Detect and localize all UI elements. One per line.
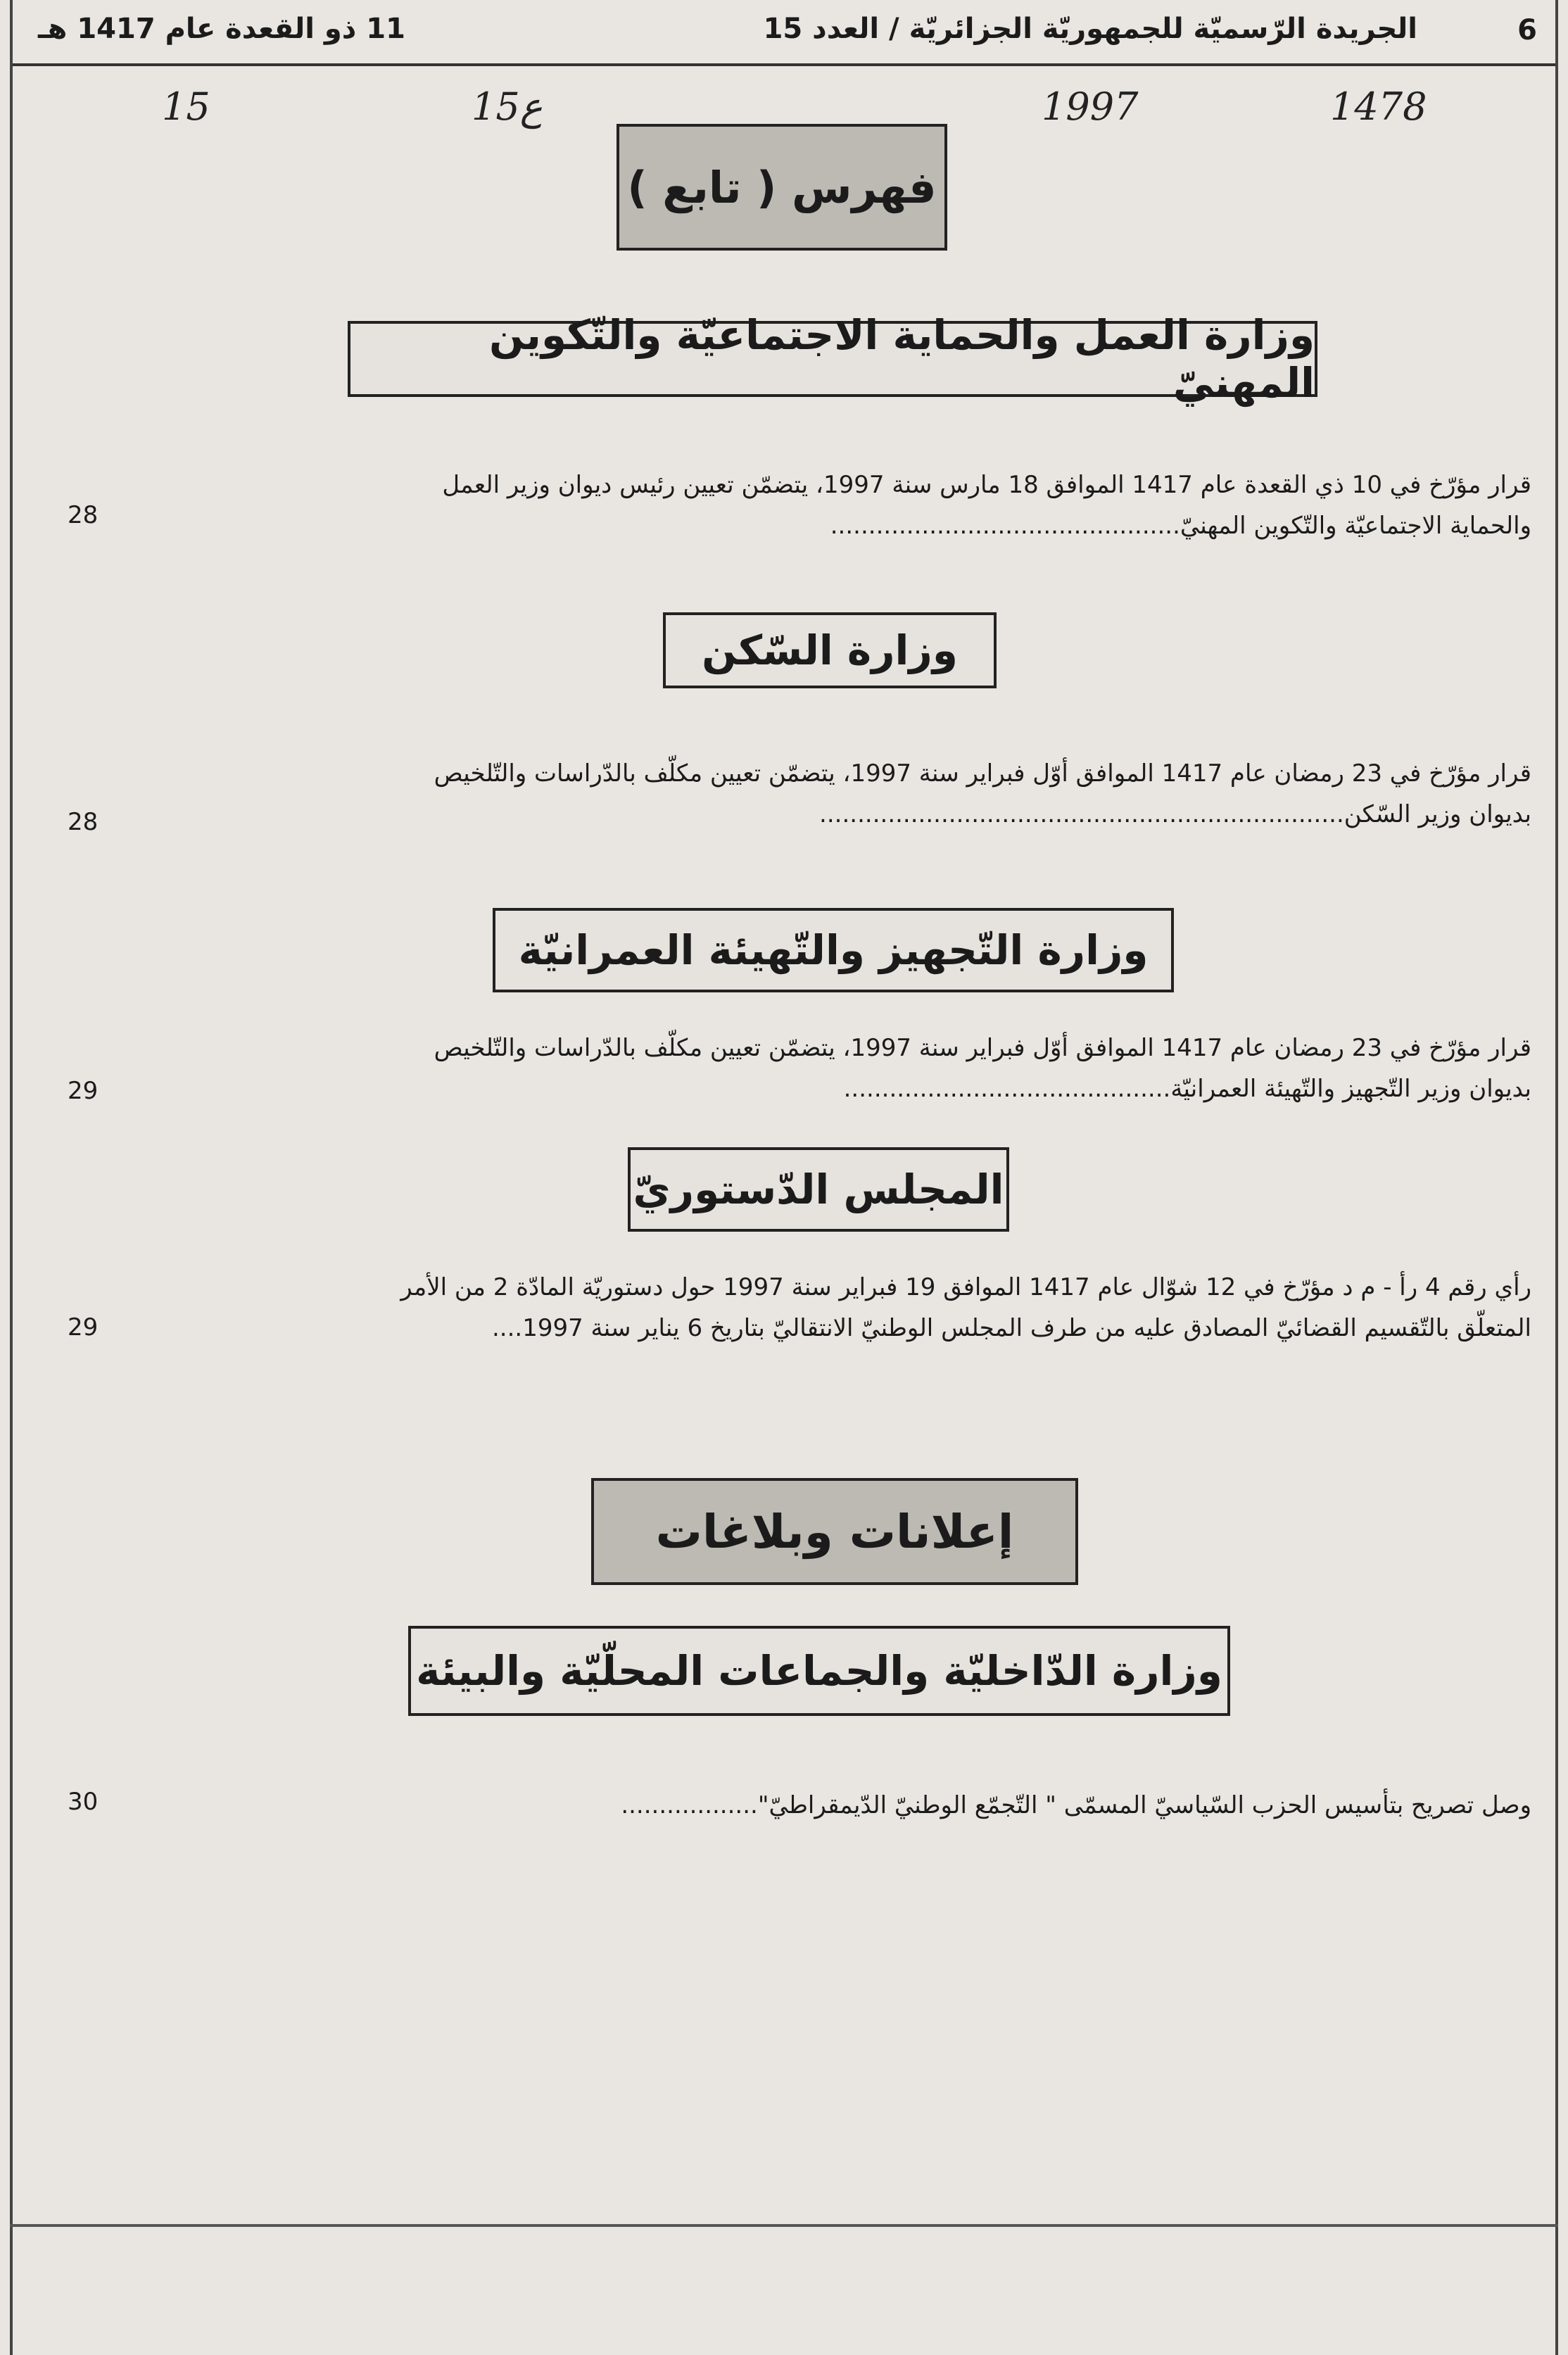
section-heading-constitutional: المجلس الدّستوريّ [633,1166,1004,1213]
section-heading-housing: وزارة السّكن [702,626,958,674]
entry-labor-1 [124,465,1531,546]
section-heading-box-interior [408,1626,1230,1716]
section-heading-box-labor [348,311,1317,407]
entry-line: قرار مؤرّخ في 23 رمضان عام 1417 الموافق أوّل فبراير سنة 1997، يتضمّن تعيين مكلّف بالدّراسات والتّلخيص [434,759,1531,788]
entry-page-number: 30 [68,1788,99,1816]
section-heading-equipment: وزارة التّجهيز والتّهيئة العمرانيّة [518,926,1149,974]
handwritten-note-2: 1997 [1042,84,1139,129]
entry-line: وصل تصريح بتأسيس الحزب السّياسيّ المسمّى " التّجمّع الوطنيّ الدّيمقراطيّ".................. [621,1791,1531,1819]
entry-line: والحماية الاجتماعيّة والتّكوين المهنيّ.............................................. [830,512,1531,540]
journal-title: الجريدة الرّسميّة للجمهوريّة الجزائريّة / العدد 15 [763,13,1417,45]
section-heading-interior: وزارة الدّاخليّة والجماعات المحلّيّة والبيئة [416,1647,1222,1695]
entry-page-number: 28 [68,501,99,529]
announcements-title-box [591,1478,1078,1585]
entry-line: رأي رقم 4 رأ - م د مؤرّخ في 12 شوّال عام 1417 الموافق 19 فبراير سنة 1997 حول دستوريّة المادّة 2 من الأمر [400,1273,1531,1301]
entry-page-number: 29 [68,1313,99,1341]
entry-page-number: 29 [68,1077,99,1105]
handwritten-note-1: 1478 [1330,84,1427,129]
entry-line: المتعلّق بالتّقسيم القضائيّ المصادق عليه من طرف المجلس الوطنيّ الانتقاليّ بتاريخ 6 يناير سنة 1997.... [491,1314,1531,1342]
section-heading-box-equipment [493,908,1174,992]
entry-interior-1 [124,1785,1531,1826]
entry-line: قرار مؤرّخ في 10 ذي القعدة عام 1417 الموافق 18 مارس سنة 1997، يتضمّن تعيين رئيس ديوان وزير العمل [442,471,1531,499]
left-border-line [10,0,13,2355]
entry-page-number: 28 [68,808,99,836]
issue-date: 11 ذو القعدة عام 1417 هـ [38,13,405,45]
entry-equipment-1 [124,1028,1531,1109]
entry-line: قرار مؤرّخ في 23 رمضان عام 1417 الموافق أوّل فبراير سنة 1997، يتضمّن تعيين مكلّف بالدّراسات والتّلخيص [434,1034,1531,1062]
entry-constitutional-1 [124,1267,1531,1349]
entry-line: بديوان وزير التّجهيز والتّهيئة العمرانيّة........................................... [843,1075,1531,1103]
index-title-box [617,124,947,251]
page-header [10,0,1558,66]
entry-line: بديوان وزير السّكن..................................................................... [819,800,1531,828]
bottom-border-line [10,2224,1558,2227]
handwritten-note-4: 15 [162,84,210,129]
section-heading-box-housing [663,612,997,688]
entry-housing-1 [124,753,1531,835]
announcements-title: إعلانات وبلاغات [655,1504,1014,1559]
section-heading-box-constitutional [628,1147,1009,1232]
index-title: فهرس ( تابع ) [627,161,937,213]
handwritten-note-3: 15ع [472,84,543,129]
right-border-line [1555,0,1558,2355]
section-heading-labor: وزارة العمل والحماية الاجتماعيّة والتّكوين المهنيّ [488,311,1315,407]
page-number: 6 [1517,14,1537,46]
